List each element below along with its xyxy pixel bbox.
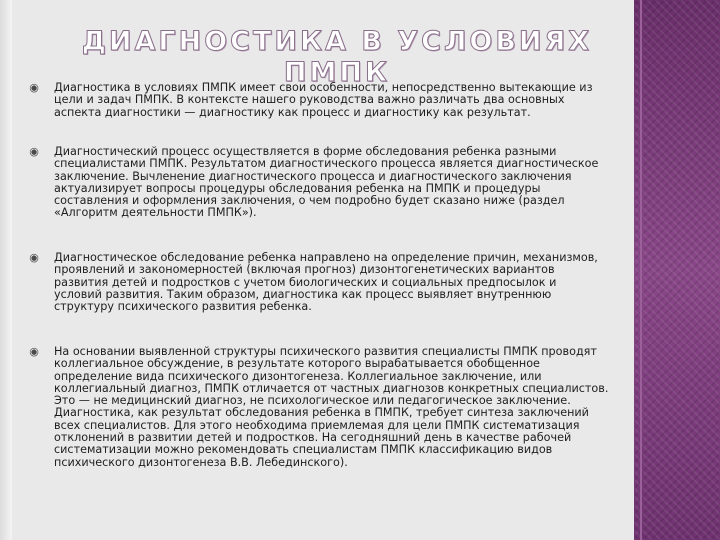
- target-bullet-icon: ◉: [29, 251, 39, 264]
- slide-content: [12, 0, 634, 540]
- target-bullet-icon: ◉: [29, 145, 39, 158]
- slide-title: ДИАГНОСТИКА В УСЛОВИЯХ ПМПК: [81, 26, 593, 88]
- paragraph-2: Диагностический процесс осуществляется в форме обследования ребенка разными специалистами ПМПК. Результатом диагностического процесса является диагностическое заключение. Вычленение диагностического процесса и диагностического заключения актуализирует вопросы процедуры обследования ребенка на ПМПК и процедуры составления и оформления заключения, о чем подробно будет сказано ниже (раздел «Алгоритм деятельности ПМПК»).: [54, 145, 599, 220]
- target-bullet-icon: ◉: [29, 345, 39, 358]
- paragraph-3: Диагностическое обследование ребенка направлено на определение причин, механизмов, проявлений и закономерностей (включая прогноз) дизонтогенетических вариантов развития детей и подростков с учетом биологических и социальных предпосылок и условий развития. Таким образом, диагностика как процесс выявляет внутреннюю структуру психического развития ребенка.: [54, 251, 598, 314]
- paragraph-1: Диагностика в условиях ПМПК имеет свои особенности, непосредственно вытекающие из цели и задач ПМПК. В контексте нашего руководства важно различать два основных аспекта диагностики — диагностику как процесс и диагностику как результат.: [54, 81, 593, 119]
- target-bullet-icon: ◉: [29, 81, 39, 94]
- decorative-side-panel: [634, 0, 720, 540]
- bullet-list: [12, 0, 634, 540]
- paragraph-4: На основании выявленной структуры психического развития специалисты ПМПК проводят коллегиальное обсуждение, в результате которого вырабатывается обобщенное определение вида психического дизонтогенеза. Коллегиальное заключение, или коллегиальный диагноз, ПМПК отличается от частных диагнозов конкретных специалистов. Это — не медицинский диагноз, не психологическое или педагогическое заключение. Диагностика, как результат обследования ребенка в ПМПК, требует синтеза заключений всех специалистов. Для этого необходима приемлемая для цели ПМПК систематизация отклонений в развитии детей и подростков. На сегодняшний день в качестве рабочей систематизации можно рекомендовать специалистам ПМПК классификацию видов психического дизонтогенеза В.В. Лебединского).: [54, 345, 609, 469]
- panel-divider: [640, 0, 642, 540]
- left-edge-strip: [0, 0, 12, 540]
